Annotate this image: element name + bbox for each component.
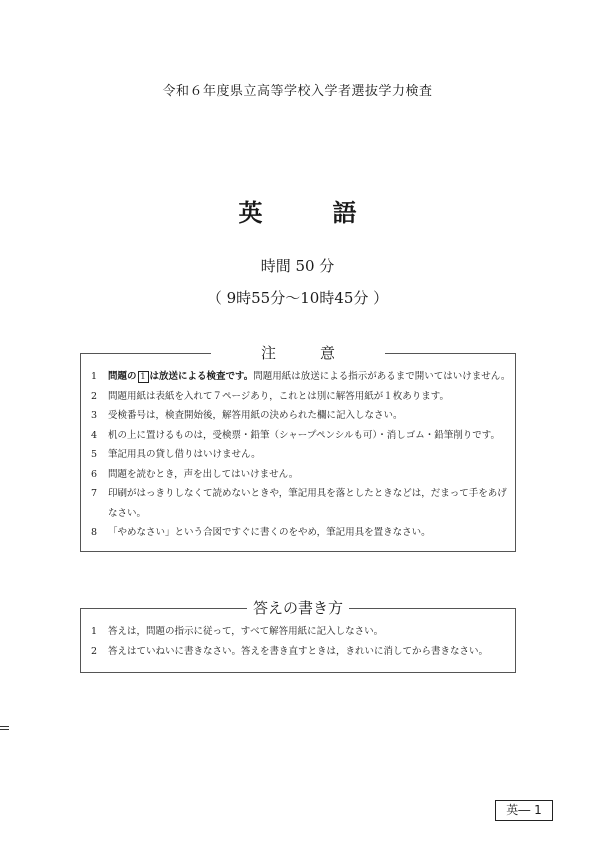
notes-list: [89, 367, 511, 543]
answer-method-title: 答えの書き方: [81, 598, 515, 618]
note-item: 8 「やめなさい」という合図ですぐに書くのをやめ，筆記用具を置きなさい。: [91, 527, 431, 538]
note-item: 1 問題の 1 は放送による検査です。問題用紙は放送による指示があるまで開いてはいけません。: [91, 371, 511, 382]
note-item: 3 受検番号は，検査開始後，解答用紙の決められた欄に記入しなさい。: [91, 410, 403, 421]
notes-title: 注意: [81, 343, 515, 363]
notes-box: [80, 344, 516, 552]
note-item: 4 机の上に置けるものは，受検票・鉛筆（シャープペンシルも可）・消しゴム・鉛筆削りです。: [91, 429, 500, 441]
subject-heading: [0, 193, 595, 228]
binding-margin-mark: [0, 726, 9, 732]
answer-method-list: [89, 622, 511, 661]
exam-title: 令和６年度県立高等学校入学者選抜学力検査: [162, 84, 433, 99]
exam-time-range: （ 9時55分～10時45分 ）: [206, 289, 389, 307]
answer-method-box: [80, 599, 516, 673]
note-item: 5 筆記用具の貸し借りはいけません。: [91, 449, 261, 460]
answer-method-item: 2 答えはていねいに書きなさい。答えを書き直すときは，きれいに消してから書きなさい。: [91, 645, 489, 657]
subject-char-1: 英: [238, 198, 263, 227]
note-item: 6 問題を読むとき，声を出してはいけません。: [91, 468, 299, 480]
note-item: 2 問題用紙は表紙を入れて７ページあり，これとは別に解答用紙が１枚あります。: [91, 390, 450, 402]
answer-method-item: 1 答えは，問題の指示に従って，すべて解答用紙に記入しなさい。: [91, 626, 384, 637]
note-item: 7 印刷がはっきりしなくて読めないときや，筆記用具を落としたときなどは，だまって手をあげなさい。: [91, 488, 507, 519]
exam-duration: 時間 50 分: [260, 257, 335, 275]
page-label: 英― 1: [495, 800, 553, 821]
question-number-box: 1: [138, 371, 149, 383]
subject-char-2: 語: [332, 198, 357, 227]
